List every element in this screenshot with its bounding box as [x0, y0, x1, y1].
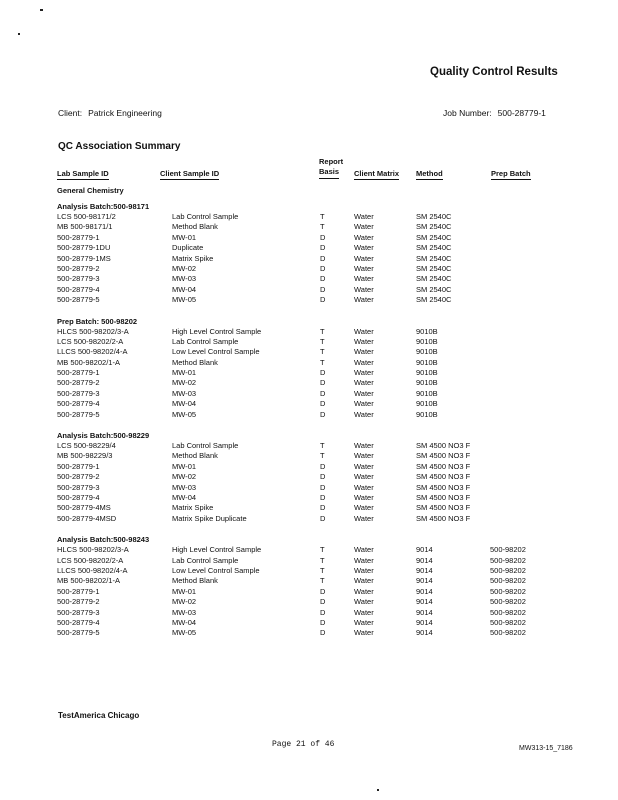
- cell-lab-sample-id: 500-28779-1MS: [57, 253, 111, 263]
- table-row: [57, 503, 557, 513]
- cell-report-basis: T: [320, 545, 325, 555]
- cell-lab-sample-id: LLCS 500-98202/4-A: [57, 565, 128, 575]
- cell-method: 9010B: [416, 378, 438, 388]
- cell-method: SM 2540C: [416, 212, 452, 221]
- cell-prep-batch: 500-98202: [490, 597, 526, 607]
- cell-lab-sample-id: LCS 500-98229/4: [57, 441, 116, 451]
- cell-lab-sample-id: MB 500-98202/1-A: [57, 576, 120, 586]
- cell-report-basis: D: [320, 378, 326, 388]
- cell-method: SM 4500 NO3 F: [416, 503, 471, 513]
- table-row: [57, 410, 557, 420]
- cell-client-sample-id: MW-03: [172, 482, 197, 492]
- cell-method: SM 4500 NO3 F: [416, 451, 471, 461]
- cell-client-matrix: Water: [354, 336, 374, 346]
- cell-client-matrix: Water: [354, 212, 374, 221]
- cell-client-sample-id: Matrix Spike Duplicate: [172, 513, 247, 523]
- cell-method: 9014: [416, 565, 433, 575]
- cell-report-basis: D: [320, 503, 326, 513]
- cell-client-sample-id: MW-01: [172, 232, 197, 242]
- table-row: [57, 483, 557, 493]
- cell-client-matrix: Water: [354, 461, 374, 471]
- cell-client-matrix: Water: [354, 617, 374, 627]
- cell-report-basis: D: [320, 586, 326, 596]
- cell-lab-sample-id: LCS 500-98171/2: [57, 212, 116, 221]
- cell-lab-sample-id: 500-28779-1: [57, 368, 100, 378]
- cell-method: SM 2540C: [416, 274, 452, 284]
- cell-client-sample-id: MW-04: [172, 492, 197, 502]
- cell-client-matrix: Water: [354, 565, 374, 575]
- cell-report-basis: T: [320, 565, 325, 575]
- cell-method: 9010B: [416, 336, 438, 346]
- cell-report-basis: D: [320, 284, 326, 294]
- table-row: [57, 493, 557, 503]
- cell-method: 9014: [416, 576, 433, 586]
- cell-prep-batch: 500-98202: [490, 586, 526, 596]
- cell-report-basis: T: [320, 347, 325, 357]
- cell-report-basis: D: [320, 399, 326, 409]
- cell-report-basis: D: [320, 409, 326, 419]
- cell-client-sample-id: Matrix Spike: [172, 503, 214, 513]
- job-number-line: [443, 108, 546, 118]
- table-row: [57, 233, 557, 243]
- cell-method: SM 2540C: [416, 295, 452, 305]
- cell-method: SM 4500 NO3 F: [416, 461, 471, 471]
- cell-client-matrix: Water: [354, 482, 374, 492]
- table-row: [57, 618, 557, 628]
- cell-client-sample-id: MW-02: [172, 472, 197, 482]
- cell-prep-batch: 500-98202: [490, 555, 526, 565]
- cell-lab-sample-id: 500-28779-1: [57, 586, 100, 596]
- cell-client-sample-id: MW-04: [172, 399, 197, 409]
- table-row: [57, 556, 557, 566]
- cell-client-sample-id: Low Level Control Sample: [172, 565, 260, 575]
- scan-speck: [18, 33, 20, 35]
- cell-lab-sample-id: 500-28779-3: [57, 388, 100, 398]
- cell-client-matrix: Water: [354, 503, 374, 513]
- cell-report-basis: T: [320, 555, 325, 565]
- header-client-sample-id: Client Sample ID: [160, 169, 220, 178]
- cell-client-matrix: Water: [354, 253, 374, 263]
- cell-client-sample-id: Method Blank: [172, 451, 218, 461]
- scan-speck: [377, 789, 379, 791]
- cell-lab-sample-id: 500-28779-2: [57, 472, 100, 482]
- cell-lab-sample-id: 500-28779-4MSD: [57, 513, 117, 523]
- cell-client-matrix: Water: [354, 555, 374, 565]
- cell-client-matrix: Water: [354, 347, 374, 357]
- cell-client-sample-id: MW-05: [172, 628, 197, 638]
- cell-client-matrix: Water: [354, 368, 374, 378]
- cell-report-basis: D: [320, 243, 326, 253]
- cell-prep-batch: 500-98202: [490, 617, 526, 627]
- cell-client-sample-id: MW-02: [172, 263, 197, 273]
- cell-lab-sample-id: 500-28779-2: [57, 597, 100, 607]
- scan-speck: [40, 9, 43, 11]
- cell-lab-sample-id: 500-28779-3: [57, 274, 100, 284]
- batch-label: Analysis Batch:500-98171: [57, 202, 150, 211]
- cell-method: SM 4500 NO3 F: [416, 513, 471, 523]
- cell-client-sample-id: MW-04: [172, 284, 197, 294]
- cell-method: 9010B: [416, 326, 438, 336]
- cell-report-basis: T: [320, 576, 325, 586]
- table-row: [57, 608, 557, 618]
- batch-group: [57, 431, 557, 524]
- cell-client-matrix: Water: [354, 545, 374, 555]
- cell-lab-sample-id: 500-28779-1: [57, 461, 100, 471]
- cell-client-matrix: Water: [354, 607, 374, 617]
- cell-prep-batch: 500-98202: [490, 576, 526, 586]
- cell-lab-sample-id: 500-28779-4MS: [57, 503, 111, 513]
- cell-report-basis: D: [320, 263, 326, 273]
- table-row: [57, 378, 557, 388]
- page-number: Page 21 of 46: [272, 740, 335, 749]
- table-row: [57, 545, 557, 555]
- cell-client-matrix: Water: [354, 284, 374, 294]
- cell-report-basis: D: [320, 388, 326, 398]
- cell-method: SM 2540C: [416, 222, 452, 232]
- cell-client-matrix: Water: [354, 513, 374, 523]
- cell-lab-sample-id: 500-28779-4: [57, 284, 100, 294]
- cell-client-sample-id: MW-01: [172, 461, 197, 471]
- cell-prep-batch: 500-98202: [490, 565, 526, 575]
- cell-lab-sample-id: 500-28779-5: [57, 409, 100, 419]
- cell-method: 9010B: [416, 409, 438, 419]
- table-row: [57, 389, 557, 399]
- table-row: [57, 628, 557, 638]
- cell-report-basis: D: [320, 513, 326, 523]
- table-row: [57, 576, 557, 586]
- cell-client-sample-id: MW-04: [172, 617, 197, 627]
- table-row: [57, 451, 557, 461]
- cell-method: SM 2540C: [416, 263, 452, 273]
- cell-method: 9010B: [416, 347, 438, 357]
- table-row: [57, 347, 557, 357]
- cell-client-sample-id: Lab Control Sample: [172, 336, 239, 346]
- table-row: [57, 399, 557, 409]
- cell-report-basis: T: [320, 451, 325, 461]
- batch-group: [57, 317, 557, 421]
- cell-method: SM 2540C: [416, 232, 452, 242]
- cell-report-basis: D: [320, 472, 326, 482]
- cell-lab-sample-id: LCS 500-98202/2-A: [57, 336, 124, 346]
- cell-client-matrix: Water: [354, 326, 374, 336]
- header-prep-batch: Prep Batch: [491, 169, 531, 178]
- cell-client-sample-id: Method Blank: [172, 576, 218, 586]
- cell-client-matrix: Water: [354, 628, 374, 638]
- table-row: [57, 472, 557, 482]
- batch-group: [57, 202, 557, 306]
- cell-lab-sample-id: 500-28779-1DU: [57, 243, 111, 253]
- cell-lab-sample-id: MB 500-98171/1: [57, 222, 113, 232]
- cell-method: 9010B: [416, 357, 438, 367]
- cell-method: SM 2540C: [416, 253, 452, 263]
- cell-lab-sample-id: MB 500-98202/1-A: [57, 357, 120, 367]
- client-name: Patrick Engineering: [88, 108, 162, 118]
- job-number: 500-28779-1: [497, 108, 546, 118]
- table-row: [57, 254, 557, 264]
- cell-lab-sample-id: LLCS 500-98202/4-A: [57, 347, 128, 357]
- cell-lab-sample-id: HLCS 500-98202/3-A: [57, 326, 129, 336]
- cell-report-basis: T: [320, 441, 325, 451]
- cell-report-basis: D: [320, 274, 326, 284]
- cell-method: SM 4500 NO3 F: [416, 472, 471, 482]
- cell-prep-batch: 500-98202: [490, 545, 526, 555]
- cell-method: 9014: [416, 555, 433, 565]
- cell-client-sample-id: High Level Control Sample: [172, 545, 262, 555]
- cell-method: SM 4500 NO3 F: [416, 441, 471, 451]
- table-row: [57, 368, 557, 378]
- cell-lab-sample-id: 500-28779-4: [57, 399, 100, 409]
- cell-report-basis: D: [320, 482, 326, 492]
- cell-client-matrix: Water: [354, 586, 374, 596]
- cell-client-matrix: Water: [354, 492, 374, 502]
- cell-client-matrix: Water: [354, 472, 374, 482]
- table-row: [57, 462, 557, 472]
- cell-lab-sample-id: LCS 500-98202/2-A: [57, 555, 124, 565]
- cell-lab-sample-id: 500-28779-5: [57, 295, 100, 305]
- table-row: [57, 441, 557, 451]
- cell-client-sample-id: High Level Control Sample: [172, 326, 262, 336]
- cell-method: 9010B: [416, 399, 438, 409]
- cell-method: 9014: [416, 607, 433, 617]
- table-row: [57, 514, 557, 524]
- table-row: [57, 285, 557, 295]
- batch-label: Analysis Batch:500-98229: [57, 431, 150, 441]
- table-row: [57, 243, 557, 253]
- table-row: [57, 222, 557, 232]
- cell-report-basis: D: [320, 253, 326, 263]
- cell-client-matrix: Water: [354, 388, 374, 398]
- batch-label: Prep Batch: 500-98202: [57, 316, 138, 326]
- batch-groups: [57, 202, 557, 639]
- cell-method: 9014: [416, 628, 433, 638]
- cell-client-sample-id: Matrix Spike: [172, 253, 214, 263]
- cell-report-basis: D: [320, 232, 326, 242]
- table-row: [57, 566, 557, 576]
- cell-client-sample-id: MW-05: [172, 295, 197, 305]
- cell-report-basis: D: [320, 607, 326, 617]
- cell-method: 9014: [416, 586, 433, 596]
- cell-lab-sample-id: HLCS 500-98202/3-A: [57, 545, 129, 555]
- cell-client-matrix: Water: [354, 576, 374, 586]
- table-row: [57, 327, 557, 337]
- cell-client-sample-id: MW-03: [172, 274, 197, 284]
- cell-lab-sample-id: 500-28779-3: [57, 482, 100, 492]
- cell-lab-sample-id: 500-28779-1: [57, 232, 100, 242]
- table-row: [57, 358, 557, 368]
- table-row: [57, 295, 557, 305]
- footer-lab-name: TestAmerica Chicago: [58, 711, 140, 720]
- cell-lab-sample-id: 500-28779-4: [57, 492, 100, 502]
- cell-report-basis: D: [320, 492, 326, 502]
- cell-client-sample-id: Low Level Control Sample: [172, 347, 260, 357]
- cell-client-sample-id: Method Blank: [172, 357, 218, 367]
- cell-method: 9014: [416, 617, 433, 627]
- cell-client-sample-id: MW-01: [172, 368, 197, 378]
- cell-client-sample-id: Duplicate: [172, 243, 204, 253]
- cell-client-matrix: Water: [354, 399, 374, 409]
- cell-client-sample-id: MW-03: [172, 388, 197, 398]
- cell-client-matrix: Water: [354, 222, 374, 232]
- cell-method: SM 4500 NO3 F: [416, 482, 471, 492]
- cell-lab-sample-id: 500-28779-4: [57, 617, 100, 627]
- cell-report-basis: T: [320, 212, 325, 221]
- batch-group: [57, 535, 557, 639]
- cell-client-matrix: Water: [354, 357, 374, 367]
- cell-client-matrix: Water: [354, 597, 374, 607]
- cell-method: SM 2540C: [416, 284, 452, 294]
- cell-client-matrix: Water: [354, 263, 374, 273]
- cell-client-sample-id: Lab Control Sample: [172, 555, 239, 565]
- cell-client-sample-id: MW-02: [172, 597, 197, 607]
- cell-report-basis: D: [320, 368, 326, 378]
- cell-report-basis: D: [320, 295, 326, 305]
- cell-prep-batch: 500-98202: [490, 628, 526, 638]
- header-method: Method: [416, 169, 443, 178]
- qc-association-table: [57, 186, 557, 650]
- header-client-matrix: Client Matrix: [354, 169, 400, 178]
- document-id: MW313-15_7186: [519, 745, 573, 752]
- cell-report-basis: D: [320, 461, 326, 471]
- report-title: Quality Control Results: [430, 66, 558, 78]
- header-report-basis: Report Basis: [319, 157, 343, 179]
- cell-client-matrix: Water: [354, 409, 374, 419]
- cell-method: SM 2540C: [416, 243, 452, 253]
- cell-client-sample-id: MW-02: [172, 378, 197, 388]
- table-row: [57, 264, 557, 274]
- summary-title: QC Association Summary: [58, 141, 181, 152]
- cell-client-sample-id: MW-03: [172, 607, 197, 617]
- table-row: [57, 274, 557, 284]
- table-row: [57, 212, 557, 222]
- cell-client-matrix: Water: [354, 295, 374, 305]
- cell-method: 9014: [416, 597, 433, 607]
- cell-client-sample-id: Method Blank: [172, 222, 218, 232]
- client-label: Client:: [58, 108, 83, 118]
- client-line: [58, 108, 162, 118]
- cell-method: 9014: [416, 545, 433, 555]
- cell-report-basis: T: [320, 326, 325, 336]
- cell-lab-sample-id: 500-28779-5: [57, 628, 100, 638]
- table-row: [57, 597, 557, 607]
- cell-lab-sample-id: 500-28779-2: [57, 378, 100, 388]
- section-title: General Chemistry: [57, 186, 124, 195]
- cell-client-matrix: Water: [354, 451, 374, 461]
- cell-report-basis: D: [320, 597, 326, 607]
- cell-lab-sample-id: 500-28779-3: [57, 607, 100, 617]
- cell-report-basis: T: [320, 357, 325, 367]
- cell-client-matrix: Water: [354, 274, 374, 284]
- batch-label: Analysis Batch:500-98243: [57, 535, 150, 545]
- cell-client-matrix: Water: [354, 232, 374, 242]
- cell-client-sample-id: Lab Control Sample: [172, 441, 239, 451]
- cell-client-sample-id: MW-05: [172, 409, 197, 419]
- cell-client-matrix: Water: [354, 441, 374, 451]
- header-lab-sample-id: Lab Sample ID: [57, 169, 109, 178]
- cell-client-matrix: Water: [354, 378, 374, 388]
- job-number-label: Job Number:: [443, 108, 492, 118]
- cell-report-basis: D: [320, 628, 326, 638]
- cell-method: 9010B: [416, 368, 438, 378]
- cell-method: SM 4500 NO3 F: [416, 492, 471, 502]
- table-row: [57, 587, 557, 597]
- cell-prep-batch: 500-98202: [490, 607, 526, 617]
- cell-lab-sample-id: 500-28779-2: [57, 263, 100, 273]
- cell-client-sample-id: Lab Control Sample: [172, 212, 239, 221]
- cell-client-matrix: Water: [354, 243, 374, 253]
- cell-client-sample-id: MW-01: [172, 586, 197, 596]
- cell-method: 9010B: [416, 388, 438, 398]
- cell-lab-sample-id: MB 500-98229/3: [57, 451, 113, 461]
- cell-report-basis: T: [320, 336, 325, 346]
- table-row: [57, 337, 557, 347]
- cell-report-basis: T: [320, 222, 325, 232]
- cell-report-basis: D: [320, 617, 326, 627]
